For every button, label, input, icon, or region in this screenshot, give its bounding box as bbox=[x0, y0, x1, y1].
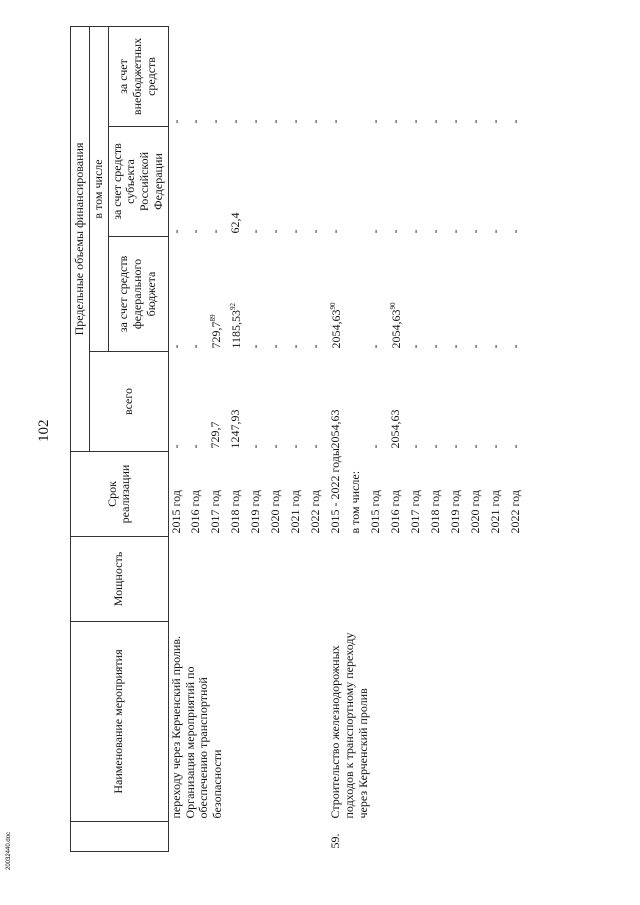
row-name bbox=[428, 622, 448, 822]
row-period-text: 2021 год bbox=[288, 490, 303, 534]
row-regional bbox=[508, 127, 528, 237]
row-period-text: 2015 год bbox=[368, 490, 383, 534]
row-period-text: 2022 год bbox=[308, 490, 323, 534]
row-number bbox=[328, 822, 348, 852]
row-extrabudget-text: - bbox=[248, 119, 263, 124]
row-total-text: - bbox=[248, 444, 263, 449]
row-period bbox=[348, 452, 368, 537]
row-number bbox=[308, 822, 328, 852]
row-extrabudget bbox=[428, 26, 448, 126]
row-number-text: 59. bbox=[328, 833, 343, 849]
row-regional bbox=[448, 127, 468, 237]
row-extrabudget-text: - bbox=[368, 119, 383, 124]
row-federal-text: 2054,63 bbox=[389, 309, 404, 349]
row-name bbox=[388, 622, 408, 822]
row-name-text: переходу через Керченский пролив. Организация мероприятий по обеспечению транспортной безопасности bbox=[168, 636, 225, 819]
row-federal bbox=[448, 237, 468, 352]
row-regional-text: - bbox=[328, 229, 343, 234]
document-code: 20032440.doc bbox=[6, 831, 12, 870]
row-extrabudget-text: - bbox=[488, 119, 503, 124]
footnote-ref: 89 bbox=[209, 314, 218, 322]
row-total bbox=[228, 352, 248, 452]
row-period-text: 2015 год bbox=[168, 490, 183, 534]
header-regional: за счет средств субъекта Российской Федерации bbox=[108, 127, 168, 237]
row-federal bbox=[508, 237, 528, 352]
row-extrabudget bbox=[308, 26, 328, 126]
row-extrabudget bbox=[508, 26, 528, 126]
row-federal-text: - bbox=[508, 344, 523, 349]
row-period-text: 2018 год bbox=[228, 490, 243, 534]
row-federal-text: - bbox=[428, 344, 443, 349]
financing-table bbox=[70, 26, 528, 852]
row-name bbox=[228, 622, 248, 822]
row-federal bbox=[368, 237, 388, 352]
row-number bbox=[268, 822, 288, 852]
row-number bbox=[228, 822, 248, 852]
row-regional-text: - bbox=[268, 229, 283, 234]
table-row bbox=[208, 26, 228, 851]
row-federal bbox=[188, 237, 208, 352]
row-period-text: 2019 год bbox=[448, 490, 463, 534]
row-capacity bbox=[368, 537, 388, 622]
row-federal-text: - bbox=[468, 344, 483, 349]
row-capacity bbox=[228, 537, 248, 622]
row-extrabudget-text: - bbox=[188, 119, 203, 124]
row-total bbox=[508, 352, 528, 452]
row-capacity bbox=[348, 537, 368, 622]
row-name bbox=[328, 622, 370, 822]
row-extrabudget bbox=[288, 26, 308, 126]
row-regional bbox=[288, 127, 308, 237]
row-name bbox=[488, 622, 508, 822]
row-total-text: - bbox=[288, 444, 303, 449]
table-row bbox=[348, 26, 368, 851]
row-extrabudget bbox=[228, 26, 248, 126]
rotated-page-content bbox=[70, 27, 580, 852]
row-total-text: 729,7 bbox=[208, 421, 223, 449]
row-regional bbox=[228, 127, 248, 237]
row-capacity bbox=[388, 537, 408, 622]
row-total-text: 2054,63 bbox=[328, 409, 343, 449]
row-federal bbox=[308, 237, 328, 352]
row-regional bbox=[248, 127, 268, 237]
header-federal: за счет средств федерального бюджета bbox=[108, 237, 168, 352]
row-capacity bbox=[448, 537, 468, 622]
table-row bbox=[308, 26, 328, 851]
row-period bbox=[448, 452, 468, 537]
row-extrabudget-text: - bbox=[268, 119, 283, 124]
row-period bbox=[268, 452, 288, 537]
row-total bbox=[428, 352, 448, 452]
row-capacity bbox=[288, 537, 308, 622]
row-federal-text: - bbox=[408, 344, 423, 349]
table-row bbox=[288, 26, 308, 851]
row-name bbox=[368, 622, 388, 822]
footnote-ref: 90 bbox=[389, 302, 398, 310]
table-row bbox=[368, 26, 388, 851]
row-number bbox=[388, 822, 408, 852]
row-total-text: - bbox=[468, 444, 483, 449]
row-extrabudget bbox=[388, 26, 408, 126]
row-extrabudget-text: - bbox=[508, 119, 523, 124]
row-number bbox=[248, 822, 268, 852]
row-name bbox=[208, 622, 228, 822]
footnote-ref: 90 bbox=[329, 302, 338, 310]
row-extrabudget bbox=[168, 26, 188, 126]
row-number bbox=[408, 822, 428, 852]
row-federal bbox=[408, 237, 428, 352]
row-name bbox=[168, 622, 225, 822]
row-regional-text: - bbox=[468, 229, 483, 234]
row-federal-text: - bbox=[448, 344, 463, 349]
row-capacity bbox=[268, 537, 288, 622]
row-period-text: 2017 год bbox=[208, 490, 223, 534]
row-capacity bbox=[488, 537, 508, 622]
row-federal-text: 729,7 bbox=[209, 321, 224, 349]
header-name: Наименование мероприятия bbox=[71, 622, 169, 822]
row-federal-text: 1185,53 bbox=[229, 309, 244, 349]
row-capacity bbox=[168, 537, 188, 622]
row-regional bbox=[408, 127, 428, 237]
row-extrabudget-text: - bbox=[308, 119, 323, 124]
row-period-text: 2016 год bbox=[388, 490, 403, 534]
row-capacity bbox=[308, 537, 328, 622]
row-total bbox=[248, 352, 268, 452]
row-period-text: 2019 год bbox=[248, 490, 263, 534]
row-number bbox=[508, 822, 528, 852]
row-regional bbox=[388, 127, 408, 237]
row-capacity bbox=[188, 537, 208, 622]
row-total bbox=[168, 352, 188, 452]
row-number bbox=[428, 822, 448, 852]
row-extrabudget-text: - bbox=[288, 119, 303, 124]
table-row bbox=[488, 26, 508, 851]
row-federal bbox=[248, 237, 268, 352]
row-name bbox=[268, 622, 288, 822]
row-period-text: 2015 - 2022 годы bbox=[328, 448, 343, 534]
row-period bbox=[188, 452, 208, 537]
row-federal-text: - bbox=[188, 344, 203, 349]
row-federal-text: 2054,63 bbox=[329, 309, 344, 349]
row-number bbox=[368, 822, 388, 852]
row-period-text: 2020 год bbox=[468, 490, 483, 534]
row-period bbox=[468, 452, 488, 537]
row-regional bbox=[348, 127, 368, 237]
table-row bbox=[228, 26, 248, 851]
row-federal bbox=[288, 237, 308, 352]
row-name bbox=[348, 622, 368, 822]
row-extrabudget-text: - bbox=[448, 119, 463, 124]
row-regional-text: - bbox=[408, 229, 423, 234]
row-regional-text: 62,4 bbox=[228, 212, 243, 234]
row-regional bbox=[368, 127, 388, 237]
page-number: 102 bbox=[36, 419, 52, 442]
row-capacity bbox=[468, 537, 488, 622]
row-total bbox=[408, 352, 428, 452]
row-federal-text: - bbox=[368, 344, 383, 349]
row-period-text: 2016 год bbox=[188, 490, 203, 534]
row-federal bbox=[228, 237, 248, 352]
row-regional-text: - bbox=[508, 229, 523, 234]
header-including: в том числе bbox=[89, 26, 108, 351]
row-regional-text: - bbox=[388, 229, 403, 234]
row-capacity bbox=[248, 537, 268, 622]
table-row bbox=[188, 26, 208, 851]
row-extrabudget bbox=[468, 26, 488, 126]
header-period: Срок реализации bbox=[71, 452, 169, 537]
row-number bbox=[208, 822, 228, 852]
row-period-text: 2018 год bbox=[428, 490, 443, 534]
row-federal-text: - bbox=[308, 344, 323, 349]
row-total bbox=[468, 352, 488, 452]
row-name bbox=[508, 622, 528, 822]
row-total-text: - bbox=[448, 444, 463, 449]
row-period bbox=[168, 452, 188, 537]
row-period bbox=[368, 452, 388, 537]
row-regional bbox=[308, 127, 328, 237]
row-name bbox=[308, 622, 328, 822]
row-federal bbox=[208, 237, 228, 352]
row-extrabudget-text: - bbox=[328, 119, 343, 124]
row-extrabudget bbox=[248, 26, 268, 126]
row-regional bbox=[168, 127, 188, 237]
row-regional-text: - bbox=[488, 229, 503, 234]
row-capacity bbox=[508, 537, 528, 622]
row-regional-text: - bbox=[188, 229, 203, 234]
row-extrabudget-text: - bbox=[428, 119, 443, 124]
row-federal bbox=[328, 237, 348, 352]
table-row bbox=[328, 26, 348, 851]
row-total bbox=[208, 352, 228, 452]
row-total bbox=[328, 352, 348, 452]
row-extrabudget-text: - bbox=[208, 119, 223, 124]
row-federal bbox=[388, 237, 408, 352]
table-row bbox=[268, 26, 288, 851]
header-number bbox=[71, 822, 169, 852]
row-extrabudget bbox=[328, 26, 348, 126]
table-body bbox=[168, 26, 528, 851]
row-capacity bbox=[428, 537, 448, 622]
row-extrabudget bbox=[268, 26, 288, 126]
header-capacity: Мощность bbox=[71, 537, 169, 622]
table-row bbox=[448, 26, 468, 851]
row-period-text: 2017 год bbox=[408, 490, 423, 534]
table-row bbox=[408, 26, 428, 851]
footnote-ref: 92 bbox=[229, 302, 238, 310]
header-funding: Предельные объемы финансирования bbox=[71, 26, 90, 451]
row-number bbox=[468, 822, 488, 852]
row-total-text: 2054,63 bbox=[388, 409, 403, 449]
row-regional-text: - bbox=[308, 229, 323, 234]
row-regional-text: - bbox=[288, 229, 303, 234]
row-extrabudget-text: - bbox=[168, 119, 183, 124]
row-number bbox=[168, 822, 188, 852]
table-row bbox=[248, 26, 268, 851]
row-regional bbox=[188, 127, 208, 237]
row-period bbox=[228, 452, 248, 537]
row-extrabudget bbox=[448, 26, 468, 126]
row-capacity bbox=[208, 537, 228, 622]
row-period bbox=[248, 452, 268, 537]
row-total-text: - bbox=[508, 444, 523, 449]
row-number bbox=[348, 822, 368, 852]
row-regional bbox=[268, 127, 288, 237]
row-extrabudget-text: - bbox=[388, 119, 403, 124]
row-period bbox=[388, 452, 408, 537]
row-name bbox=[468, 622, 488, 822]
table-row bbox=[468, 26, 488, 851]
row-federal-text: - bbox=[488, 344, 503, 349]
row-total-text: - bbox=[428, 444, 443, 449]
row-extrabudget-text: - bbox=[228, 119, 243, 124]
row-total-text: - bbox=[168, 444, 183, 449]
row-regional-text: - bbox=[428, 229, 443, 234]
row-extrabudget bbox=[188, 26, 208, 126]
row-federal bbox=[488, 237, 508, 352]
row-name-text: Строительство железнодорожных подходов к транспортному переходу через Керченский пролив bbox=[328, 632, 370, 819]
row-regional-text: - bbox=[368, 229, 383, 234]
row-total-text: - bbox=[268, 444, 283, 449]
row-regional bbox=[328, 127, 348, 237]
row-regional-text: - bbox=[248, 229, 263, 234]
row-regional-text: - bbox=[448, 229, 463, 234]
row-federal bbox=[468, 237, 488, 352]
row-period bbox=[308, 452, 328, 537]
row-total-text: - bbox=[408, 444, 423, 449]
row-name bbox=[448, 622, 468, 822]
row-regional bbox=[208, 127, 228, 237]
row-federal bbox=[348, 237, 368, 352]
row-federal-text: - bbox=[268, 344, 283, 349]
row-federal-text: - bbox=[248, 344, 263, 349]
row-extrabudget bbox=[368, 26, 388, 126]
row-number bbox=[448, 822, 468, 852]
row-period-text: 2021 год bbox=[488, 490, 503, 534]
row-name bbox=[188, 622, 208, 822]
row-extrabudget-text: - bbox=[468, 119, 483, 124]
row-period bbox=[288, 452, 308, 537]
row-name bbox=[408, 622, 428, 822]
row-regional-text: - bbox=[208, 229, 223, 234]
row-period bbox=[408, 452, 428, 537]
row-total bbox=[388, 352, 408, 452]
row-total-text: - bbox=[488, 444, 503, 449]
row-total bbox=[448, 352, 468, 452]
row-total bbox=[288, 352, 308, 452]
row-name bbox=[288, 622, 308, 822]
row-name bbox=[248, 622, 268, 822]
row-period bbox=[208, 452, 228, 537]
row-capacity bbox=[408, 537, 428, 622]
row-period bbox=[508, 452, 528, 537]
row-capacity bbox=[328, 537, 348, 622]
row-federal-text: - bbox=[168, 344, 183, 349]
row-extrabudget-text: - bbox=[408, 119, 423, 124]
row-total-text: - bbox=[308, 444, 323, 449]
row-extrabudget bbox=[348, 26, 368, 126]
table-row bbox=[508, 26, 528, 851]
row-total bbox=[188, 352, 208, 452]
row-period-text: 2022 год bbox=[508, 490, 523, 534]
header-extrabudget: за счет внебюджетных средств bbox=[108, 26, 168, 126]
row-period bbox=[488, 452, 508, 537]
row-number bbox=[188, 822, 208, 852]
row-extrabudget bbox=[208, 26, 228, 126]
table-row bbox=[428, 26, 448, 851]
header-total: всего bbox=[89, 352, 168, 452]
table-header bbox=[71, 26, 169, 851]
row-total bbox=[368, 352, 388, 452]
row-total bbox=[268, 352, 288, 452]
row-regional-text: - bbox=[168, 229, 183, 234]
row-federal bbox=[168, 237, 188, 352]
row-regional bbox=[468, 127, 488, 237]
row-total bbox=[488, 352, 508, 452]
row-regional bbox=[488, 127, 508, 237]
row-regional bbox=[428, 127, 448, 237]
row-total-text: 1247,93 bbox=[228, 409, 243, 449]
row-period bbox=[328, 448, 348, 537]
row-total-text: - bbox=[188, 444, 203, 449]
table-row bbox=[388, 26, 408, 851]
row-period-text: 2020 год bbox=[268, 490, 283, 534]
row-number bbox=[288, 822, 308, 852]
row-federal-text: - bbox=[288, 344, 303, 349]
row-extrabudget bbox=[408, 26, 428, 126]
row-number bbox=[488, 822, 508, 852]
table-row bbox=[168, 26, 188, 851]
row-total bbox=[308, 352, 328, 452]
row-period-text: в том числе: bbox=[348, 470, 363, 534]
row-federal bbox=[428, 237, 448, 352]
row-period bbox=[428, 452, 448, 537]
row-federal bbox=[268, 237, 288, 352]
row-total-text: - bbox=[368, 444, 383, 449]
row-extrabudget bbox=[488, 26, 508, 126]
row-total bbox=[348, 352, 368, 452]
